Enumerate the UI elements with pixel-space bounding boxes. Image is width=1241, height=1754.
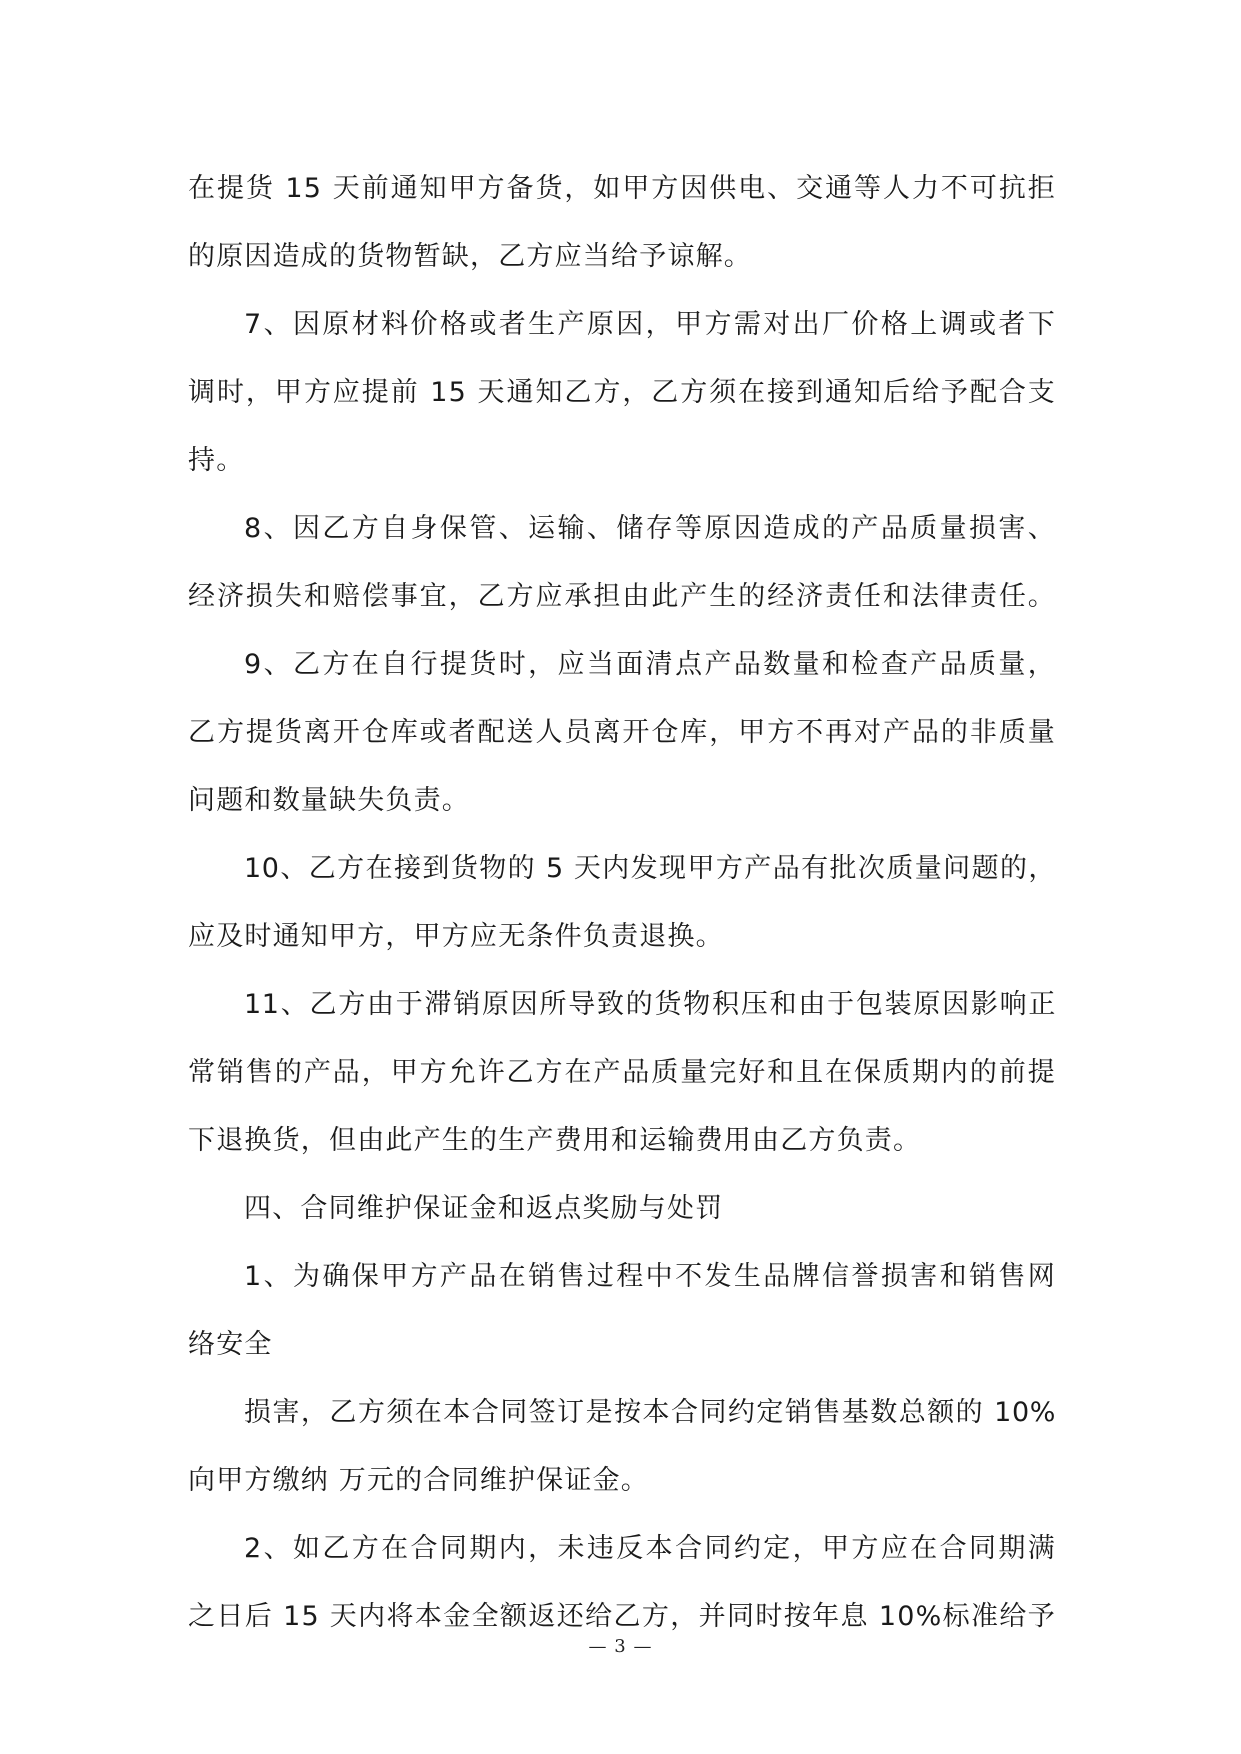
clause-8-first-line: 8、因乙方自身保管、运输、储存等原因造成的产品质量损害、: [244, 513, 1056, 544]
clause-7-first-line: 7、因原材料价格或者生产原因，甲方需对出厂价格上调或者下: [244, 309, 1056, 340]
text-line: 之日后 15 天内将本金全额返还给乙方，并同时按年息 10%标准给予: [188, 1601, 1056, 1632]
text-line: 常销售的产品，甲方允许乙方在产品质量完好和且在保质期内的前提: [188, 1057, 1056, 1088]
text-line: 络安全: [188, 1329, 273, 1360]
text-line: 乙方提货离开仓库或者配送人员离开仓库，甲方不再对产品的非质量: [188, 717, 1056, 748]
text-line: 问题和数量缺失负责。: [188, 785, 470, 816]
clause-9-first-line: 9、乙方在自行提货时，应当面清点产品数量和检查产品质量，: [244, 649, 1056, 680]
text-line: 经济损失和赔偿事宜，乙方应承担由此产生的经济责任和法律责任。: [188, 581, 1056, 612]
text-line: 持。: [188, 445, 245, 476]
page-number: — 3 —: [588, 1636, 653, 1657]
text-line: 的原因造成的货物暂缺，乙方应当给予谅解。: [188, 241, 752, 272]
document-body: [188, 155, 1056, 1651]
clause-11-first-line: 11、乙方由于滞销原因所导致的货物积压和由于包装原因影响正: [244, 989, 1056, 1020]
text-line: 向甲方缴纳 万元的合同维护保证金。: [188, 1465, 649, 1496]
text-line: 调时，甲方应提前 15 天通知乙方，乙方须在接到通知后给予配合支: [188, 377, 1056, 408]
section-heading: 四、合同维护保证金和返点奖励与处罚: [244, 1193, 724, 1224]
text-line: 应及时通知甲方，甲方应无条件负责退换。: [188, 921, 724, 952]
paragraph-first-line: 损害，乙方须在本合同签订是按本合同约定销售基数总额的 10%: [244, 1397, 1056, 1428]
text-line: 在提货 15 天前通知甲方备货，如甲方因供电、交通等人力不可抗拒: [188, 173, 1056, 204]
clause-10-first-line: 10、乙方在接到货物的 5 天内发现甲方产品有批次质量问题的，: [244, 853, 1056, 884]
section-4-clause-2-first-line: 2、如乙方在合同期内，未违反本合同约定，甲方应在合同期满: [244, 1533, 1056, 1564]
section-4-clause-1-first-line: 1、为确保甲方产品在销售过程中不发生品牌信誉损害和销售网: [244, 1261, 1056, 1292]
text-line: 下退换货，但由此产生的生产费用和运输费用由乙方负责。: [188, 1125, 922, 1156]
